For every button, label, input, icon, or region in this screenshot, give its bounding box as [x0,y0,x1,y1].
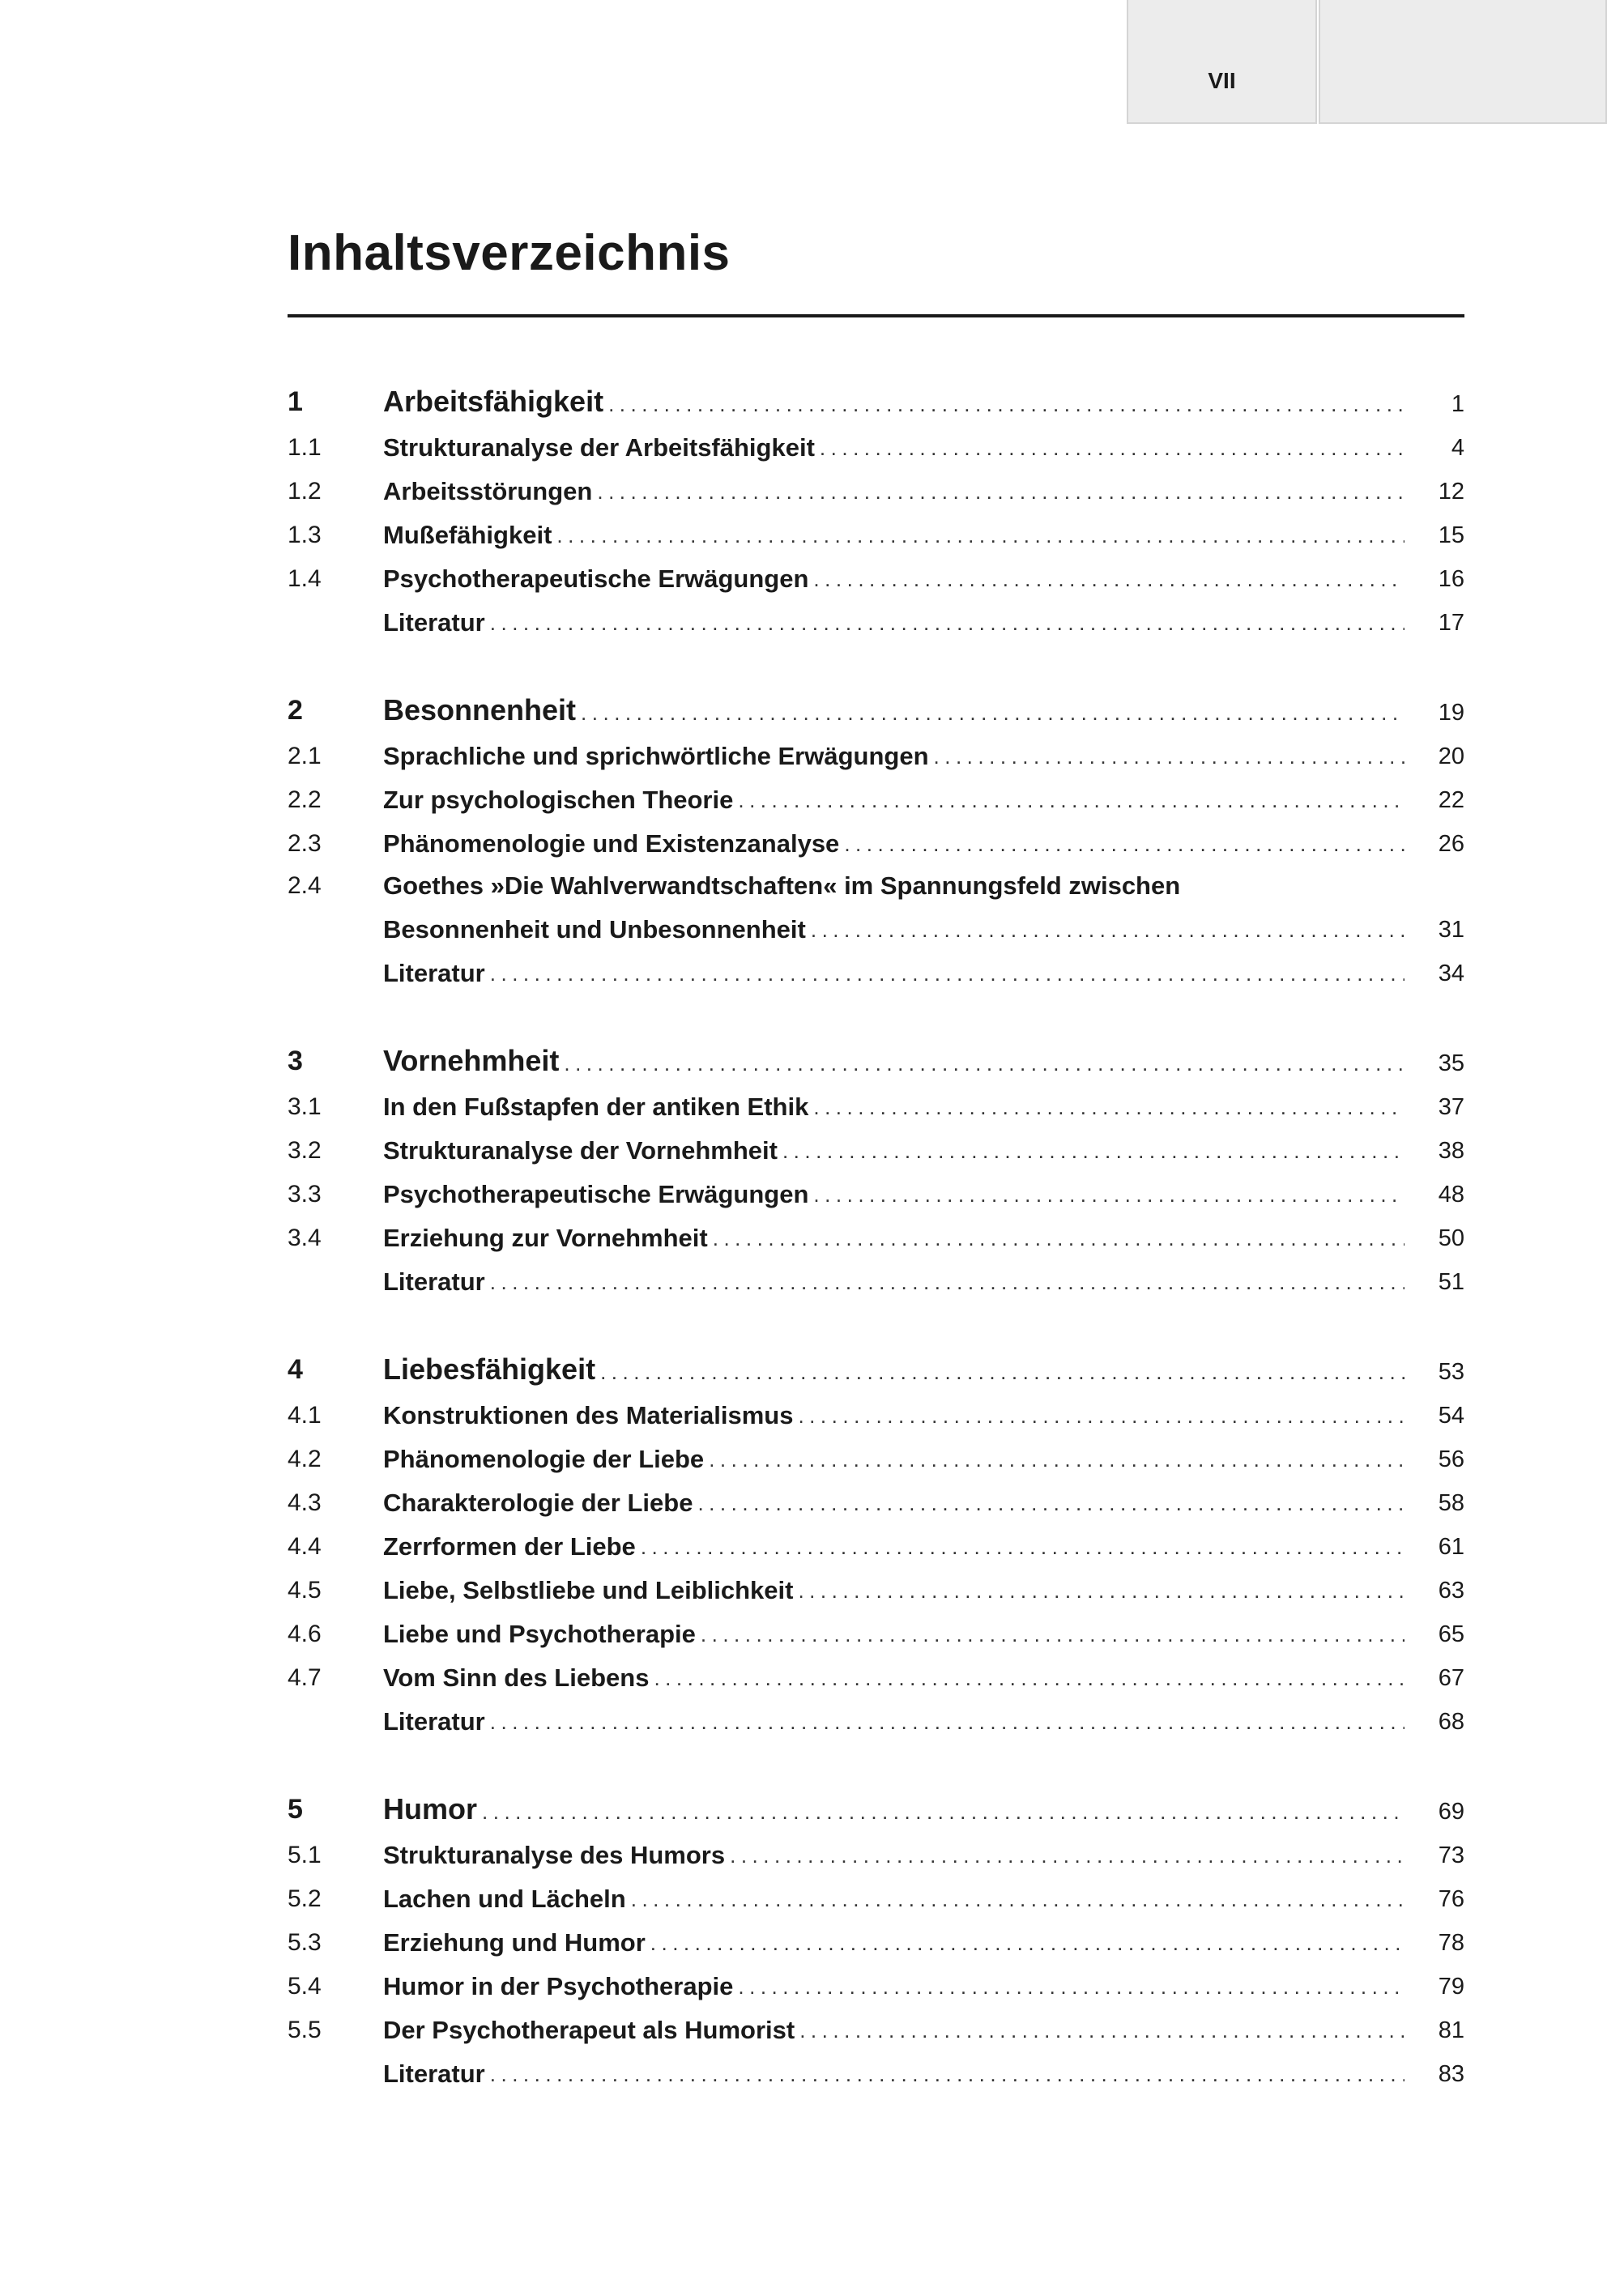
dot-leader [490,611,1405,637]
dot-leader [600,1360,1405,1387]
page-ref: 4 [1451,435,1464,462]
section-number: 5.3 [288,1929,322,1956]
entry-label-wrap [383,1179,1416,1214]
section-number: 2.1 [288,743,322,769]
chapter-number: 2 [288,695,303,726]
dot-leader [654,1666,1405,1693]
section-title: Strukturanalyse des Humors [383,1840,726,1869]
section-number: 5.4 [288,1973,322,2000]
entry-label-wrap [383,384,1416,424]
entry-label-wrap [383,1400,1416,1435]
title-rule [288,314,1464,317]
chapter-entry [288,1779,1464,1831]
section-number: 4.1 [288,1402,322,1429]
section-title: Strukturanalyse der Arbeitsfähigkeit [383,432,815,462]
section-title: Phänomenologie und Existenzanalyse [383,829,840,858]
chapter-block [288,1340,1464,1741]
section-number: 2.4 [288,872,322,899]
entry-label-wrap [383,1575,1416,1610]
chapter-title: Arbeitsfähigkeit [383,384,604,418]
dot-leader [490,1710,1405,1736]
section-title: Lachen und Lächeln [383,1884,626,1913]
section-number: 4.3 [288,1489,322,1516]
page-ref: 38 [1438,1138,1464,1165]
chapter-title: Besonnenheit [383,692,577,726]
entry-label-wrap [383,2059,1416,2094]
dot-leader [798,1578,1405,1605]
section-number: 3.4 [288,1225,322,1251]
entry-label-wrap [383,785,1416,820]
dot-leader [490,1270,1405,1297]
entry-label-wrap [383,1352,1416,1391]
dot-leader [490,961,1405,988]
chapter-number: 1 [288,386,303,418]
section-entry [288,1654,1464,1698]
dot-leader [709,1447,1405,1474]
section-title: Literatur [383,2059,485,2088]
dot-leader [556,523,1405,550]
page-ref: 12 [1438,479,1464,505]
chapter-number: 5 [288,1794,303,1825]
entry-label-wrap [383,564,1416,598]
entry-label-wrap [383,1791,1416,1831]
dot-leader [844,832,1405,858]
page-ref: 17 [1438,610,1464,637]
section-title: Literatur [383,958,485,987]
dot-leader [811,918,1405,944]
entry-label-wrap [383,914,1416,949]
page-ref: 34 [1438,961,1464,987]
page-ref: 56 [1438,1446,1464,1473]
section-title: Literatur [383,607,485,637]
section-entry [288,598,1464,642]
section-title: Vom Sinn des Liebens [383,1663,650,1692]
section-entry [288,1523,1464,1566]
entry-label-wrap [383,1223,1416,1258]
dot-leader [581,701,1405,727]
chapter-title: Vornehmheit [383,1043,560,1077]
section-number [288,988,383,993]
dot-leader [730,1843,1405,1870]
chapter-number: 4 [288,1354,303,1386]
dot-leader [799,2018,1405,2045]
section-number: 1.1 [288,434,322,461]
dot-leader [813,567,1405,594]
entry-label-wrap [383,829,1416,863]
entry-label-wrap [383,871,1416,905]
entry-label-wrap [383,1706,1416,1741]
section-entry [288,511,1464,555]
chapter-title: Humor [383,1791,477,1825]
entry-label-wrap [383,1619,1416,1654]
section-entry [288,1831,1464,1875]
page-ref: 35 [1438,1050,1464,1077]
section-entry [288,467,1464,511]
section-title: Liebe, Selbstliebe und Leiblichkeit [383,1575,794,1604]
section-number: 2.3 [288,830,322,857]
section-number: 4.7 [288,1664,322,1691]
entry-label-wrap [383,1444,1416,1479]
section-entry [288,732,1464,776]
section-number [288,1297,383,1301]
page-tab [1127,0,1317,124]
section-title: Literatur [383,1267,485,1296]
page-tab-blank [1319,0,1607,124]
dot-leader [813,1182,1405,1209]
section-entry [288,1391,1464,1435]
dot-leader [650,1931,1405,1957]
chapter-entry [288,1031,1464,1083]
section-entry [288,1875,1464,1919]
entry-label-wrap [383,607,1416,642]
page-ref: 81 [1438,2017,1464,2044]
dot-leader [697,1491,1405,1518]
section-number: 4.6 [288,1621,322,1647]
page-ref: 19 [1438,700,1464,726]
page-ref: 37 [1438,1094,1464,1121]
page-ref: 67 [1438,1665,1464,1692]
page-title: Inhaltsverzeichnis [288,225,731,281]
page-ref: 65 [1438,1621,1464,1648]
entry-label-wrap [383,2015,1416,2050]
section-entry [288,1083,1464,1127]
chapter-block [288,1031,1464,1301]
section-title: Erziehung zur Vornehmheit [383,1223,708,1252]
section-title: In den Fußstapfen der antiken Ethik [383,1092,809,1121]
section-number [288,2089,383,2094]
page-ref: 63 [1438,1578,1464,1604]
entry-label-wrap [383,520,1416,555]
page-ref: 15 [1438,522,1464,549]
section-title: Zerrformen der Liebe [383,1531,636,1561]
section-entry [288,1566,1464,1610]
section-title: Konstruktionen des Materialismus [383,1400,794,1429]
dot-leader [564,1051,1405,1078]
section-entry [288,1127,1464,1170]
section-entry [288,1919,1464,1962]
dot-leader [820,436,1405,462]
section-number: 1.2 [288,478,322,505]
section-number [288,1736,383,1741]
section-entry [288,555,1464,598]
chapter-entry [288,680,1464,732]
entry-label-wrap [383,741,1416,776]
section-title: Psychotherapeutische Erwägungen [383,1179,809,1208]
page-ref: 16 [1438,566,1464,593]
entry-label-wrap [383,1092,1416,1127]
section-title: Literatur [383,1706,485,1736]
section-entry [288,1962,1464,2006]
page-ref: 48 [1438,1182,1464,1208]
section-title: Humor in der Psychotherapie [383,1971,734,2000]
dot-leader [798,1404,1405,1430]
entry-label-wrap [383,1884,1416,1919]
dot-leader [813,1095,1405,1122]
section-title: Psychotherapeutische Erwägungen [383,564,809,593]
section-number: 2.2 [288,786,322,813]
page-ref: 83 [1438,2061,1464,2088]
dot-leader [738,1974,1405,2001]
section-title: Goethes »Die Wahlverwandtschaften« im Spannungsfeld zwischen [383,871,1181,900]
section-number: 3.2 [288,1137,322,1164]
entry-label-wrap [383,432,1416,467]
dot-leader [934,744,1405,771]
entry-label-wrap [383,1531,1416,1566]
section-entry [288,1698,1464,1741]
entry-label-wrap [383,476,1416,511]
chapter-number: 3 [288,1046,303,1077]
dot-leader [490,2062,1405,2089]
section-entry [288,776,1464,820]
section-number: 5.1 [288,1842,322,1868]
page-ref: 53 [1438,1359,1464,1386]
section-title: Der Psychotherapeut als Humorist [383,2015,795,2044]
section-title: Liebe und Psychotherapie [383,1619,696,1648]
page-ref: 20 [1438,743,1464,770]
section-entry [288,1479,1464,1523]
section-title: Arbeitsstörungen [383,476,593,505]
chapter-entry [288,1340,1464,1391]
table-of-contents [288,372,1464,2132]
page-ref: 50 [1438,1225,1464,1252]
section-title: Strukturanalyse der Vornehmheit [383,1135,778,1165]
page-ref: 22 [1438,787,1464,814]
section-title: Erziehung und Humor [383,1928,646,1957]
section-entry [288,1610,1464,1654]
section-title: Phänomenologie der Liebe [383,1444,705,1473]
section-title: Sprachliche und sprichwörtliche Erwägungen [383,741,929,770]
dot-leader [738,788,1405,815]
section-number: 3.1 [288,1093,322,1120]
entry-label-wrap [383,1488,1416,1523]
entry-label-wrap [383,1043,1416,1083]
chapter-block [288,680,1464,993]
section-number [288,637,383,642]
page-ref: 26 [1438,831,1464,858]
section-entry [288,1258,1464,1301]
entry-label-wrap [383,958,1416,993]
section-title: Zur psychologischen Theorie [383,785,734,814]
entry-label-wrap [383,1840,1416,1875]
entry-label-wrap [383,1928,1416,1962]
page-ref: 54 [1438,1403,1464,1429]
section-title: Charakterologie der Liebe [383,1488,693,1517]
section-entry [288,424,1464,467]
page-ref: 79 [1438,1974,1464,2000]
entry-label-wrap [383,1971,1416,2006]
dot-leader [482,1800,1405,1826]
section-number: 1.3 [288,522,322,548]
chapter-entry [288,372,1464,424]
dot-leader [631,1887,1405,1914]
section-number: 4.2 [288,1446,322,1472]
dot-leader [782,1139,1405,1165]
page-ref: 76 [1438,1886,1464,1913]
section-entry [288,2050,1464,2094]
entry-label-wrap [383,1135,1416,1170]
section-entry [288,2006,1464,2050]
section-entry [288,1170,1464,1214]
page-ref: 78 [1438,1930,1464,1957]
section-number: 1.4 [288,565,322,592]
section-title: Besonnenheit und Unbesonnenheit [383,914,806,944]
section-number: 5.5 [288,2017,322,2043]
entry-label-wrap [383,692,1416,732]
section-entry [288,820,1464,863]
page-ref: 73 [1438,1842,1464,1869]
section-entry [288,1435,1464,1479]
dot-leader [713,1226,1405,1253]
chapter-block [288,372,1464,642]
page-number: VII [1208,68,1236,93]
chapter-block [288,1779,1464,2094]
entry-label-wrap [383,1267,1416,1301]
section-entry [288,949,1464,993]
page-ref: 61 [1438,1534,1464,1561]
page-ref: 69 [1438,1799,1464,1825]
page-ref: 68 [1438,1709,1464,1736]
section-entry [288,905,1464,949]
page-ref: 31 [1438,917,1464,944]
page-ref: 51 [1438,1269,1464,1296]
dot-leader [608,392,1405,419]
section-number: 3.3 [288,1181,322,1208]
dot-leader [597,479,1405,506]
page-ref: 58 [1438,1490,1464,1517]
section-entry [288,1214,1464,1258]
chapter-title: Liebesfähigkeit [383,1352,596,1386]
section-number: 5.2 [288,1885,322,1912]
page-ref: 1 [1451,391,1464,418]
entry-label-wrap [383,1663,1416,1698]
section-entry [288,863,1464,905]
section-number: 4.5 [288,1577,322,1604]
dot-leader [701,1622,1405,1649]
section-number: 4.4 [288,1533,322,1560]
dot-leader [641,1535,1405,1561]
section-title: Mußefähigkeit [383,520,552,549]
